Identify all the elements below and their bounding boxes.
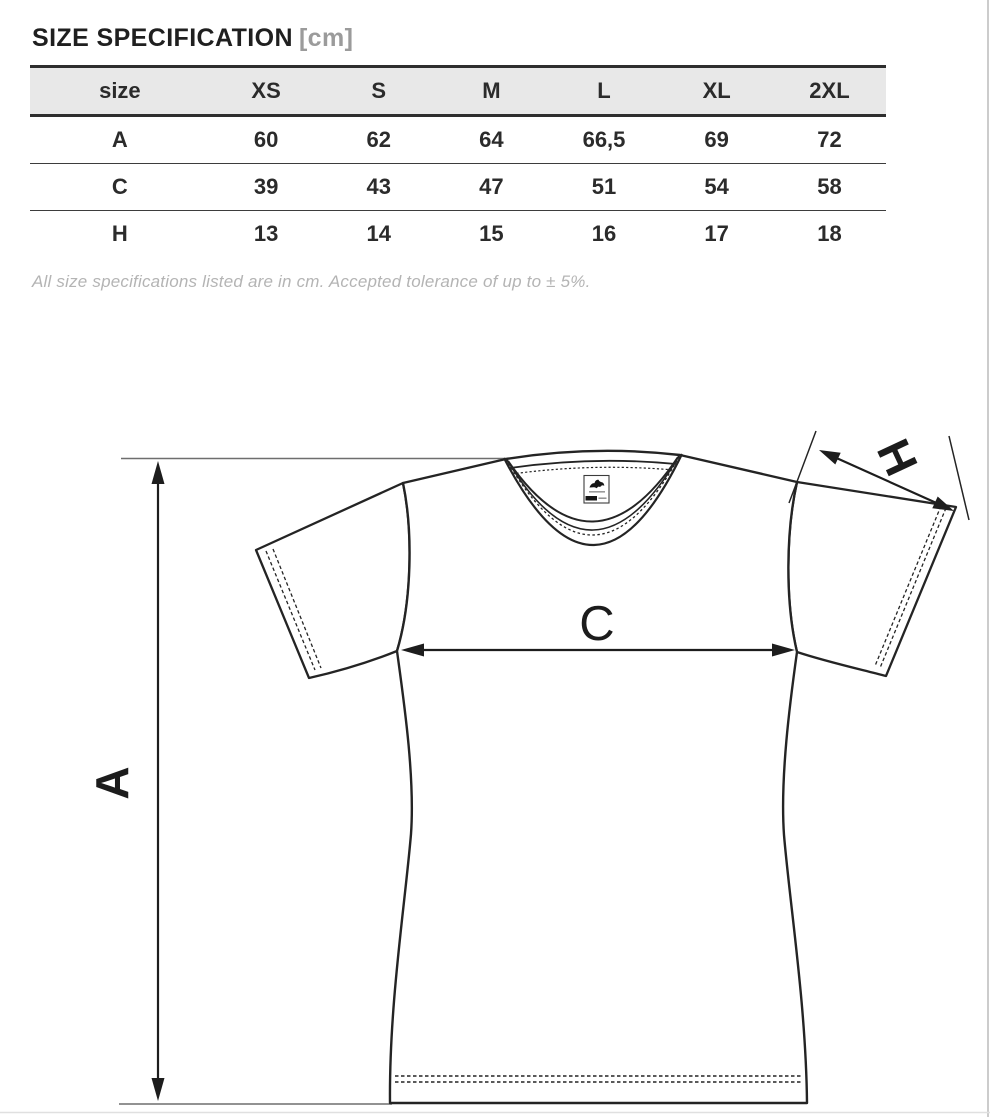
dim-c-label: C	[579, 597, 615, 651]
title-unit: [cm]	[298, 24, 354, 52]
col-header-2xl: 2XL	[773, 67, 886, 116]
label-black-bar	[586, 496, 598, 501]
col-header-l: L	[548, 67, 661, 116]
dim-a-arrowhead-top	[152, 461, 165, 484]
col-header-xs: XS	[210, 67, 323, 116]
tshirt-body-outline	[390, 451, 807, 1103]
cell: 58	[773, 164, 886, 211]
cell: 16	[548, 211, 661, 258]
col-header-s: S	[322, 67, 435, 116]
cell: 47	[435, 164, 548, 211]
brand-label	[584, 476, 609, 504]
cell: 62	[366, 127, 391, 152]
cell: 17	[660, 211, 773, 258]
cell: 15	[435, 211, 548, 258]
row-label: A	[111, 127, 128, 152]
cell: 72	[817, 127, 842, 152]
label-text-line	[589, 491, 605, 493]
title-main: SIZE SPECIFICATION	[32, 24, 293, 52]
dim-a-label: A	[86, 766, 138, 800]
cell: 18	[773, 211, 886, 258]
label-text-line-2	[599, 498, 607, 499]
cell: 54	[660, 164, 773, 211]
dim-h-arrowhead-left	[819, 450, 841, 465]
row-label: C	[30, 164, 210, 211]
cell: 66,5	[582, 127, 626, 152]
cell: 51	[548, 164, 661, 211]
row-label: H	[30, 211, 210, 258]
col-header-xl: XL	[660, 67, 773, 116]
dim-a-arrowhead-bottom	[152, 1078, 165, 1101]
col-header-m: M	[435, 67, 548, 116]
cell: 69	[704, 127, 729, 152]
col-header-size: size	[30, 67, 210, 116]
dim-h-label: H	[866, 431, 929, 484]
tolerance-note: All size specifications listed are in cm. Accepted tolerance of up to ± 5%.	[32, 272, 591, 291]
cell: 39	[210, 164, 323, 211]
right-sleeve	[788, 482, 956, 676]
cell: 60	[253, 127, 279, 152]
dim-a	[86, 461, 165, 1101]
cell: 43	[322, 164, 435, 211]
cell: 13	[210, 211, 323, 258]
cell: 64	[479, 127, 504, 152]
left-sleeve	[256, 483, 410, 678]
cell: 14	[322, 211, 435, 258]
